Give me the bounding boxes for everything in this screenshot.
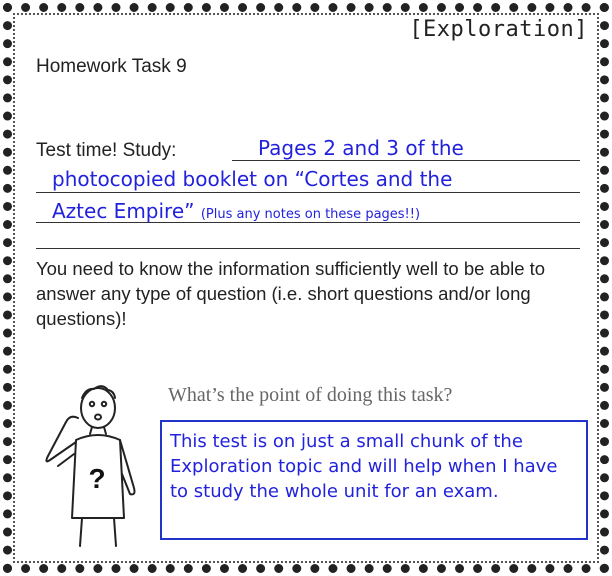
handwritten-line-3-main: Aztec Empire” — [52, 199, 195, 223]
answer-line-1 — [232, 160, 580, 161]
answer-text: This test is on just a small chunk of the Exploration topic and will help when I have to study the whole unit for an exam. — [170, 431, 558, 502]
answer-box — [160, 420, 588, 540]
answer-line-2 — [36, 192, 580, 193]
task-title: Homework Task 9 — [36, 56, 187, 77]
handwritten-line-2: photocopied booklet on “Cortes and the — [52, 167, 453, 191]
handwritten-line-3 — [52, 199, 420, 223]
study-prompt: Test time! Study: — [36, 140, 177, 161]
handwritten-note: (Plus any notes on these pages!!) — [200, 207, 421, 222]
figure-question-mark: ? — [88, 463, 106, 494]
topic-tag: [Exploration] — [409, 17, 588, 42]
answer-line-4 — [36, 248, 580, 249]
handwritten-line-1: Pages 2 and 3 of the — [258, 136, 464, 160]
confused-person-figure — [36, 378, 154, 550]
instructions-text: You need to know the information sufficiently well to be able to answer any type of question (i.e. short questions and/or long questions)! — [36, 258, 546, 329]
point-question: What’s the point of doing this task? — [168, 384, 453, 406]
